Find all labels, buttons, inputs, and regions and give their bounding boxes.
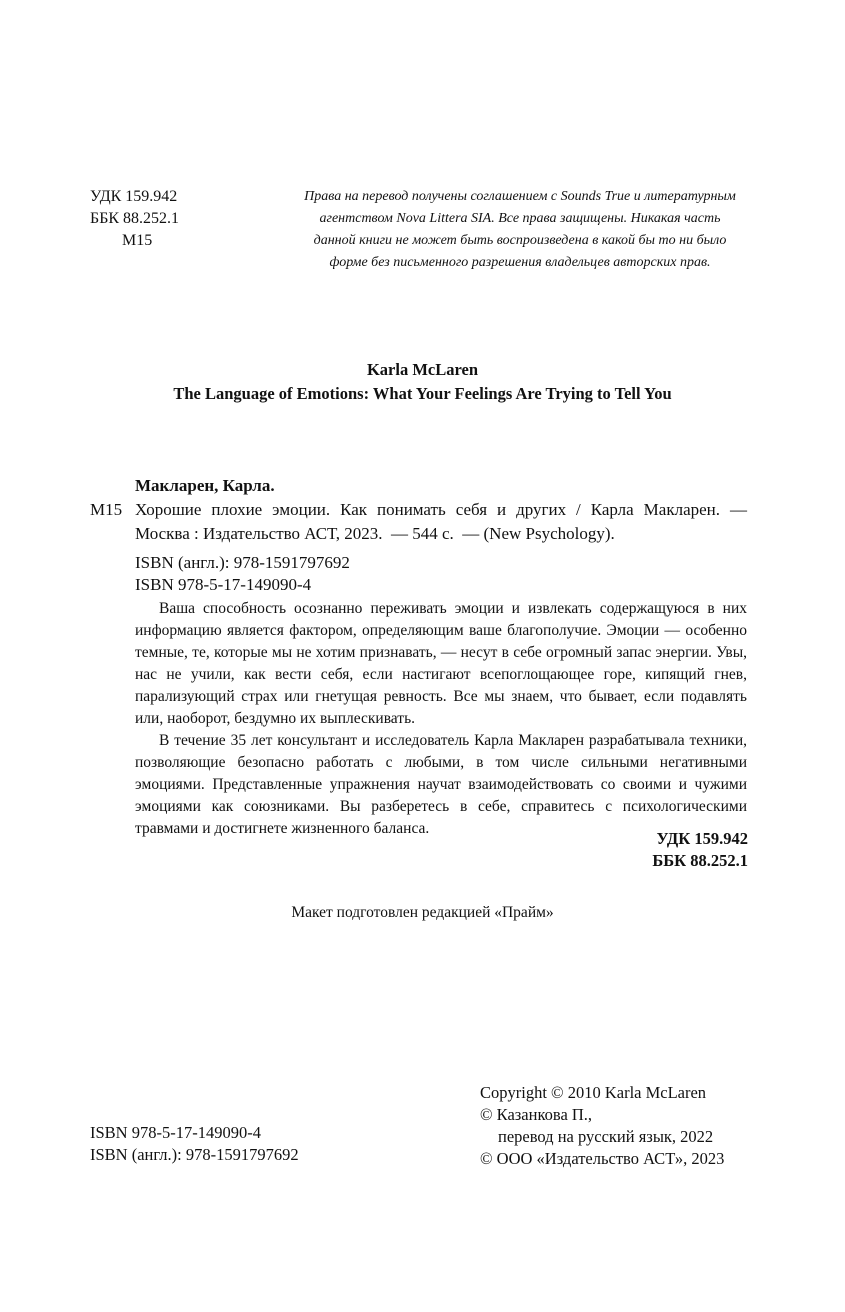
copyright-block [480, 1082, 724, 1170]
catalog-title-line: Хорошие плохие эмоции. Как понимать себя и других / Карла Макларен. — [135, 500, 747, 519]
copyright-translator-note: перевод на русский язык, 2022 [498, 1127, 714, 1146]
bottom-isbn-russian: ISBN 978-5-17-149090-4 [90, 1123, 261, 1142]
annotation [135, 598, 747, 840]
original-author: Karla McLaren [366, 360, 479, 379]
catalog-publication-line: Москва : Издательство АСТ, 2023. — 544 с. — (New Psychology). [135, 524, 615, 543]
rights-line: Права на перевод получены соглашением с Sounds True и литературным [304, 189, 736, 204]
catalog-author-heading: Макларен, Карла. [135, 476, 275, 495]
copyright-original: Copyright © 2010 Karla McLaren [480, 1083, 707, 1102]
annotation-paragraph: В течение 35 лет консультант и исследователь Карла Макларен разрабатывала техники, позволяющие безопасно работать с любыми, в том числе сильными негативными эмоциями. Представленные упражнения научат взаимодействовать со своими и чужими эмоциями как союзниками. Вы разберетесь в себе, справитесь с психологическими травмами и достигнете жизненного баланса. [135, 732, 747, 837]
catalog-isbn-block [135, 552, 350, 596]
isbn-russian: ISBN 978-5-17-149090-4 [135, 575, 312, 594]
udk-code-bold: УДК 159.942 [656, 829, 748, 848]
udk-code: УДК 159.942 [90, 188, 178, 205]
bbk-code-bold: ББК 88.252.1 [652, 851, 748, 870]
copyright-translator: © Казанкова П., [480, 1105, 593, 1124]
original-edition [0, 358, 845, 406]
rights-line: данной книги не может быть воспроизведена в какой бы то ни было [313, 233, 727, 248]
copyright-publisher: © ООО «Издательство АСТ», 2023 [480, 1149, 725, 1168]
rights-line: агентством Nova Littera SIA. Все права защищены. Никакая часть [319, 211, 721, 226]
bottom-isbn-english: ISBN (англ.): 978-1591797692 [90, 1145, 299, 1164]
original-title: The Language of Emotions: What Your Feelings Are Trying to Tell You [173, 384, 672, 403]
header-classification [90, 186, 179, 252]
author-mark: М15 [122, 232, 153, 249]
catalog-code: М15 [90, 500, 123, 519]
layout-note: Макет подготовлен редакцией «Прайм» [291, 904, 554, 921]
isbn-english: ISBN (англ.): 978-1591797692 [135, 553, 350, 572]
rights-notice [260, 186, 780, 274]
bbk-code: ББК 88.252.1 [90, 210, 180, 227]
rights-line: форме без письменного разрешения владельцев авторских прав. [329, 255, 711, 270]
classification-codes [560, 828, 748, 872]
bottom-isbn-block [90, 1122, 299, 1166]
annotation-paragraph: Ваша способность осознанно переживать эмоции и извлекать содержащуюся в них информацию является фактором, определяющим ваше благополучие. Эмоции — особенно темные, те, которые мы не хотим признавать, — несут в себе огромный запас энергии. Увы, нас не учили, как вести себя, если настигают всепоглощающее горе, кипящий гнев, парализующий страх или гнетущая ревность. Все мы знаем, что бывает, если подавлять или, наоборот, бездумно их выплескивать. [135, 600, 747, 727]
